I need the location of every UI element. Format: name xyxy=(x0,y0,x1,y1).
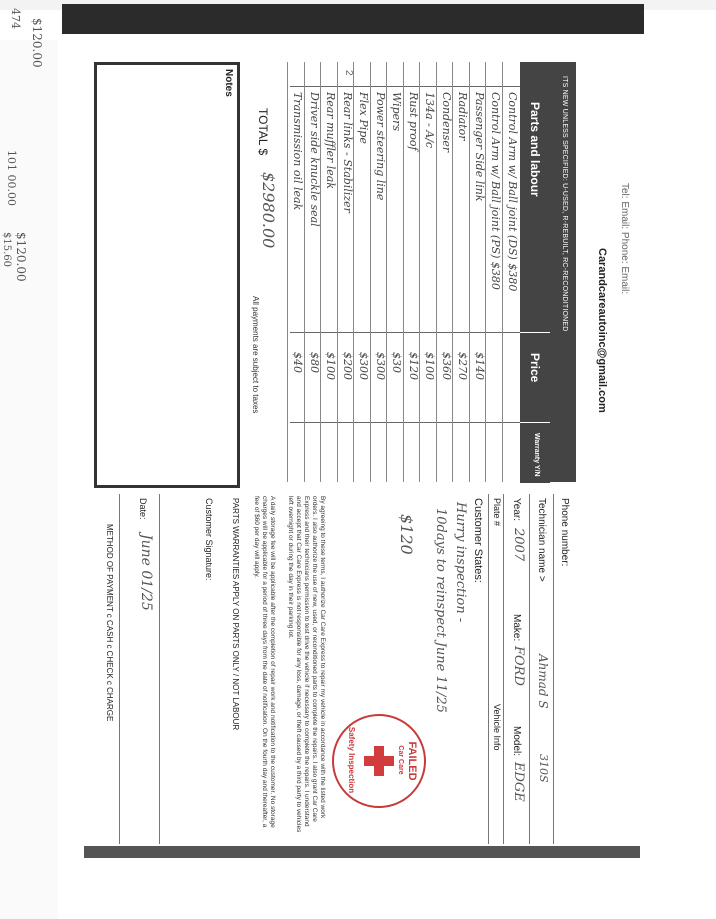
margin-note: 101 00.00 xyxy=(5,150,18,206)
warranty-header xyxy=(520,422,550,483)
technician-row xyxy=(529,494,554,844)
row-description: Control Arm w/ Ball joint (DS) $380 xyxy=(506,92,519,292)
row-description: Rear muffler leak xyxy=(324,92,338,189)
row-description: Control Arm w/ Ball joint (PS) $380 xyxy=(489,92,503,290)
table-row xyxy=(420,62,438,482)
table-row xyxy=(502,62,520,482)
invoice-sheet xyxy=(80,38,640,858)
date-row xyxy=(119,494,160,844)
contact-phone: Tel: Email: Phone: Email: xyxy=(619,183,630,295)
margin-note: $120.00 xyxy=(14,232,28,282)
row-price: $100 xyxy=(324,352,338,380)
row-description: Transmission oil leak xyxy=(291,92,305,211)
margin-note: $120.00 xyxy=(30,18,44,68)
row-description: Rear links - Stabilizer xyxy=(341,92,354,213)
contact-email: Carandcareautoinc@gmail.com xyxy=(596,248,608,413)
tax-note: All payments are subject to taxes xyxy=(251,296,260,414)
customer-states-line1: Hurry inspection - xyxy=(453,502,468,623)
table-row xyxy=(337,62,355,482)
total-value: $2980.00 xyxy=(259,172,278,249)
table-row xyxy=(370,62,388,482)
price-header-label: Price xyxy=(528,353,542,383)
notes-label: Notes xyxy=(223,69,234,97)
table-row xyxy=(288,62,306,482)
row-description: Condenser xyxy=(440,92,453,153)
table-row xyxy=(321,62,339,482)
table-row xyxy=(304,62,322,482)
price-header xyxy=(520,332,550,423)
failed-stamp xyxy=(332,714,426,808)
parts-legend: ITS NEW UNLESS SPECIFIED: U-USED, R-REBUILT, RC-RECONDITIONED xyxy=(561,76,568,332)
scan-dark-edge xyxy=(62,4,644,34)
date-value: June 01/25 xyxy=(138,534,154,611)
make-value: FORD xyxy=(511,646,526,686)
customer-states-line2: 10days to reinspect June 11/25 xyxy=(433,508,448,713)
year-label: Year: xyxy=(511,498,522,521)
model-value: EDGE xyxy=(511,762,526,802)
row-price: $360 xyxy=(440,352,453,380)
row-price: $300 xyxy=(357,352,371,380)
total-section xyxy=(240,62,280,482)
table-row xyxy=(469,62,487,482)
row-price: $40 xyxy=(291,352,305,373)
date-label: Date: xyxy=(138,498,148,520)
parts-section xyxy=(90,62,576,482)
row-description: Rust proof xyxy=(407,92,420,151)
sheet-edge xyxy=(84,846,640,858)
parts-header xyxy=(520,62,550,332)
model-label: Model: xyxy=(511,726,522,757)
margin-note: $15.60 xyxy=(1,232,12,267)
red-cross-icon-vertical xyxy=(364,756,394,766)
row-price: $120 xyxy=(407,352,420,380)
info-section xyxy=(90,494,576,844)
stamp-ring-text: Safety Inspection xyxy=(347,726,356,794)
year-value: 2007 xyxy=(511,528,526,562)
row-description: Wipers xyxy=(390,92,404,132)
technician-value: Ahmad S xyxy=(536,654,550,709)
table-row xyxy=(436,62,454,482)
notes-box xyxy=(94,62,240,488)
vehicle-info-label: Vehicle Info xyxy=(492,704,502,751)
row-description: Passenger Side link xyxy=(473,92,486,202)
parts-banner xyxy=(550,62,576,482)
stamp-sub-text: Car Care xyxy=(397,745,404,775)
row-price: $300 xyxy=(374,352,387,380)
odometer-value: 310S xyxy=(537,754,550,783)
authorization-text: By agreeing to these terms, I authorize Car Care Express to repair my vehicle in accordance with the listed work orders. I also authorize the use of new, used, or reconditioned parts to complete the repairs. I also grant Car Care Express and their technicians permission to test drive the vehicle if necessary to complete the repairs. I understand and accept that Car Care Express is not responsible for any loss, damage, or theft caused by a third party to vehicles left overnight or during the day in their parking lot. xyxy=(287,496,326,833)
warranty-note: PARTS WARRANTIES APPLY ON PARTS ONLY / NOT LABOUR xyxy=(231,498,240,731)
row-price: $80 xyxy=(308,352,321,373)
vehicle-row xyxy=(503,494,530,844)
parts-header-label: Parts and labour xyxy=(528,102,542,197)
row-price: $100 xyxy=(423,352,437,380)
row-description: Driver side knuckle seal xyxy=(308,92,321,227)
customer-states-amount: $120 xyxy=(397,514,416,555)
row-description: Flex Pipe xyxy=(357,92,371,144)
row-description: 134a - A/c xyxy=(423,92,437,149)
signature-row xyxy=(159,494,220,844)
phone-row xyxy=(553,494,576,844)
margin-note: 474 xyxy=(9,8,22,29)
customer-states-label: Customer States: xyxy=(472,498,484,583)
technician-label: Technician name > xyxy=(536,498,547,582)
signature-label: Customer Signature: xyxy=(204,498,214,581)
row-price: $140 xyxy=(473,352,486,380)
row-price: $270 xyxy=(456,352,470,380)
table-row xyxy=(354,62,372,482)
plate-row xyxy=(488,494,504,844)
row-price: $30 xyxy=(390,352,404,373)
table-row xyxy=(486,62,504,482)
storage-text: A daily storage fee will be applicable after the completion of repair work and notification to the customer. No storage charges will be applicable for a period of three days from the date of notification. On the fourth day and thereafter, a fee of $60 per day will apply. xyxy=(253,496,276,828)
row-description: Radiator xyxy=(456,92,470,141)
phone-label: Phone number: xyxy=(559,498,570,567)
table-row xyxy=(387,62,405,482)
row-qty: 2 xyxy=(343,70,354,76)
warranty-header-label: Warranty Y/N xyxy=(533,433,540,477)
total-label: TOTAL $ xyxy=(256,108,270,156)
contact-strip xyxy=(580,38,640,858)
table-row xyxy=(403,62,421,482)
payment-methods: METHOD OF PAYMENT c CASH c CHECK c CHARGE xyxy=(105,524,114,722)
plate-label: Plate # xyxy=(492,498,502,527)
make-label: Make: xyxy=(511,614,522,642)
row-price: $200 xyxy=(341,352,354,380)
stamp-title: FAILED xyxy=(406,741,418,781)
table-row xyxy=(453,62,471,482)
row-description: Power steering line xyxy=(374,92,387,201)
